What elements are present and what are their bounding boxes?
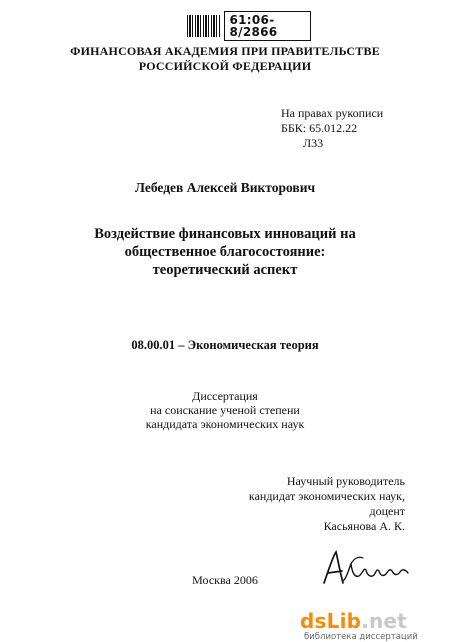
watermark-brand <box>300 609 407 633</box>
watermark-subtitle: библиотека диссертаций <box>304 632 418 642</box>
watermark-ds: ds <box>300 609 327 633</box>
watermark-logo <box>300 609 446 642</box>
degree-info <box>0 389 450 431</box>
organization-header <box>0 44 450 74</box>
stamp-code: 61:06-8/2866 <box>224 11 312 41</box>
scientific-advisor <box>225 474 405 534</box>
advisor-line-3: Касьянова А. К. <box>323 519 405 533</box>
watermark-lib: Lib <box>326 609 362 633</box>
archive-stamp <box>187 14 311 38</box>
title-line-2: общественное благосостояние: <box>124 244 326 260</box>
organization-line-2: РОССИЙСКОЙ ФЕДЕРАЦИИ <box>138 59 312 73</box>
specialty-code: 08.00.01 – Экономическая теория <box>131 338 319 352</box>
author-code: Л33 <box>303 136 324 150</box>
advisor-line-2: кандидат экономических наук, доцент <box>248 489 405 518</box>
author-name: Лебедев Алексей Викторович <box>134 180 316 195</box>
organization-line-1: ФИНАНСОВАЯ АКАДЕМИЯ ПРИ ПРАВИТЕЛЬСТВЕ <box>70 44 380 58</box>
degree-line-1: Диссертация <box>192 389 258 403</box>
manuscript-info <box>281 106 383 151</box>
city-year: Москва 2006 <box>192 573 258 587</box>
barcode-icon <box>187 15 220 37</box>
bbk-code: ББК: 65.012.22 <box>281 121 358 135</box>
degree-line-2: на соискание ученой степени <box>150 403 300 417</box>
dissertation-title <box>0 225 450 279</box>
title-line-3: теоретический аспект <box>152 262 298 278</box>
title-line-1: Воздействие финансовых инноваций на <box>94 226 356 242</box>
watermark-net: .net <box>361 609 407 633</box>
advisor-line-1: Научный руководитель <box>286 474 405 488</box>
manuscript-rights: На правах рукописи <box>281 106 384 120</box>
degree-line-3: кандидата экономических наук <box>145 417 305 431</box>
